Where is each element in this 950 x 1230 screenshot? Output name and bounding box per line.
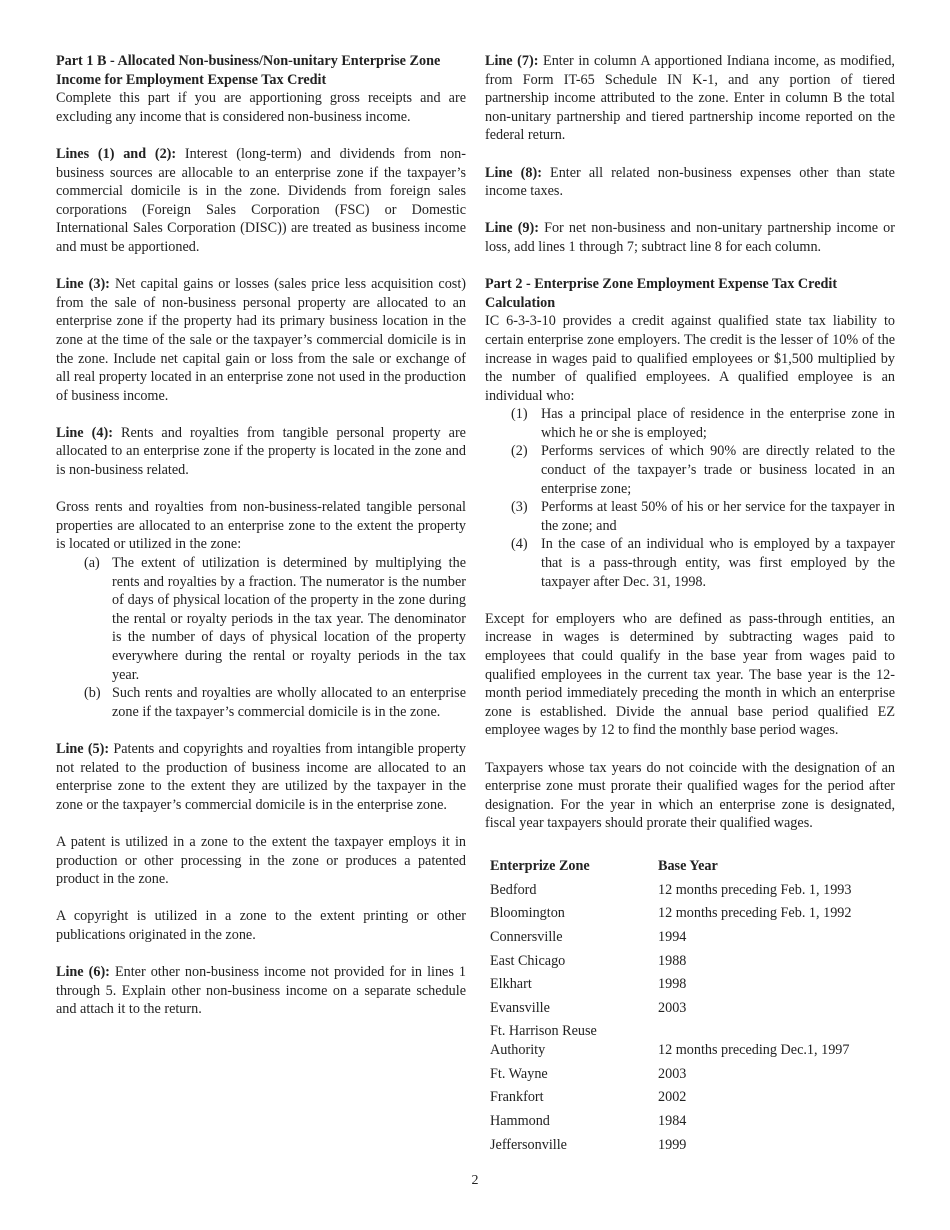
list-marker: (4)	[511, 536, 528, 553]
lines-1-2-lead: Lines (1) and (2):	[56, 145, 177, 162]
zone-cell: Elkhart	[490, 976, 532, 993]
table-row	[490, 923, 851, 947]
list-item	[485, 442, 895, 498]
table-row	[490, 1060, 851, 1084]
list-item-text: Has a principal place of residence in the enterprise zone in which he or she is employed;	[541, 406, 895, 441]
base-year-cell: 12 months preceding Feb. 1, 1992	[658, 905, 852, 922]
table-row	[490, 1107, 851, 1131]
table-row	[490, 970, 851, 994]
zone-cell: Connersville	[490, 929, 563, 945]
line-7-lead: Line (7):	[485, 53, 539, 69]
lines-1-2-paragraph	[56, 145, 466, 257]
part1b-title: Part 1 B - Allocated Non-business/Non-unitary Enterprise Zone Income for Employment Expense Tax Credit	[56, 53, 441, 88]
taxpayers-paragraph: Taxpayers whose tax years do not coincide with the designation of an enterprise zone must prorate their qualified wages for the period after designation. For the year in which an enterprise zone is designated, fiscal year taxpayers should prorate their qualified wages.	[485, 759, 895, 832]
line-3-text: Net capital gains or losses (sales price less acquisition cost) from the sale of non-business personal property are allocated to an enterprise zone if the property had its primary business location in the zone at the time of the sale or the taxpayer’s commercial domicile is in the zone. Include net capital gain or loss from the sale or exchange of all real property located in an enterprise zone not used in the production of business income.	[56, 276, 466, 404]
patent-paragraph: A patent is utilized in a zone to the extent the taxpayer employs it in production or other processing in the zone or produces a patented product in the zone.	[56, 833, 466, 888]
right-column	[485, 52, 895, 1154]
line-9-paragraph	[485, 219, 895, 256]
table-row	[490, 1131, 851, 1155]
zone-cell: East Chicago	[490, 952, 566, 969]
line-8-text: Enter all related non-business expenses other than state income taxes.	[485, 164, 895, 200]
line-8-lead: Line (8):	[485, 164, 542, 181]
base-year-cell: 1984	[658, 1113, 687, 1130]
except-paragraph: Except for employers who are defined as pass-through entities, an increase in wages is determined by subtracting wages paid to employees that could qualify in the base year from wages paid to qualified employees in the current tax year. The base year is the 12-month period immediately preceding the month in which an enterprise zone is established. Divide the annual base period qualified EZ employee wages by 12 to find the monthly base period wages.	[485, 610, 895, 739]
line-6-text: Enter other non-business income not provided for in lines 1 through 5. Explain other non-business income on a separate schedule and attach it to the return.	[56, 964, 466, 1018]
line-9-text: For net non-business and non-unitary partnership income or loss, add lines 1 through 7; subtract line 8 for each column.	[485, 220, 895, 255]
line-6-paragraph	[56, 963, 466, 1019]
base-year-cell: 1994	[658, 929, 687, 945]
base-year-cell: 1998	[658, 976, 687, 993]
enterprise-zone-table	[490, 852, 851, 1155]
line-8-paragraph	[485, 164, 895, 201]
line-3-paragraph	[56, 275, 466, 405]
line-7-paragraph	[485, 52, 895, 145]
line-7-text: Enter in column A apportioned Indiana income, as modified, from Form IT-65 Schedule IN K-1, and any portion of tiered partnership income attributed to the zone. Enter in column B the total non-unitary partnership and tiered partnership income reported on the federal return.	[485, 53, 895, 144]
list-marker: (1)	[511, 406, 528, 423]
table-row	[490, 994, 851, 1018]
zone-cell: Frankfort	[490, 1089, 544, 1106]
line-4-lead: Line (4):	[56, 424, 113, 441]
copyright-paragraph: A copyright is utilized in a zone to the extent printing or other publications originated in the zone.	[56, 908, 466, 943]
list-marker: (b)	[84, 685, 101, 702]
list-item	[485, 498, 895, 535]
zone-cell: Hammond	[490, 1113, 550, 1130]
table-row	[490, 1018, 851, 1060]
base-year-cell: 1999	[658, 1136, 687, 1153]
base-year-cell: 12 months preceding Feb. 1, 1993	[658, 881, 852, 898]
table-row	[490, 899, 851, 923]
utilization-list	[56, 554, 466, 721]
table-header-row	[490, 852, 851, 876]
line-3-lead: Line (3):	[56, 276, 110, 293]
list-marker: (2)	[511, 443, 528, 460]
part1b-body: Complete this part if you are apportioning gross receipts and are excluding any income that is considered non-business income.	[56, 90, 466, 125]
part2-body: IC 6-3-3-10 provides a credit against qualified state tax liability to certain enterprise zone employers. The credit is the lesser of 10% of the increase in wages paid to qualified employees or $1,500 multiplied by the number of qualified employees. A qualified employee is an individual who:	[485, 313, 895, 404]
list-marker: (a)	[84, 555, 100, 572]
list-item	[56, 684, 466, 721]
zone-cell: Jeffersonville	[490, 1136, 567, 1153]
line-4-paragraph	[56, 424, 466, 480]
line-9-lead: Line (9):	[485, 220, 539, 237]
base-year-cell: 2003	[658, 1065, 687, 1082]
page-number: 2	[471, 1173, 479, 1188]
lines-1-2-text: Interest (long-term) and dividends from non-business sources are allocable to an enterprise zone if the taxpayer’s commercial domicile is in the zone. Dividends from foreign sales corporations (Foreign Sales Corporation (FSC) or Domestic International Sales Corporation (DISC)) are treated as business income and must be apportioned.	[56, 145, 466, 255]
table-row	[490, 1083, 851, 1107]
zone-cell: Bloomington	[490, 905, 565, 922]
list-item-text: In the case of an individual who is employed by a taxpayer that is a pass-through entity, was first employed by the taxpayer after Dec. 31, 1998.	[541, 536, 895, 590]
list-item	[56, 554, 466, 684]
list-item-text: The extent of utilization is determined by multiplying the rents and royalties by a fraction. The numerator is the number of days of physical location of the property in the zone during the rental or royalty periods in the tax year. The denominator is the number of days of physical location of the property everywhere during the rental or royalty periods in the tax year.	[112, 555, 466, 683]
line-5-lead: Line (5):	[56, 740, 110, 757]
left-column	[56, 52, 466, 1037]
line-5-paragraph	[56, 740, 466, 814]
list-marker: (3)	[511, 499, 528, 516]
zone-cell	[490, 1018, 658, 1060]
base-year-cell: 2002	[658, 1089, 687, 1106]
list-item-text: Performs at least 50% of his or her service for the taxpayer in the zone; and	[541, 499, 895, 534]
list-item-text: Performs services of which 90% are directly related to the conduct of the taxpayer’s trade or business located in an enterprise zone;	[541, 443, 895, 497]
zone-cell: Bedford	[490, 881, 537, 898]
list-item-text: Such rents and royalties are wholly allocated to an enterprise zone if the taxpayer’s commercial domicile is in the zone.	[112, 685, 466, 720]
list-item	[485, 535, 895, 591]
gross-rents-paragraph: Gross rents and royalties from non-business-related tangible personal properties are allocated to an enterprise zone to the extent the property is located or utilized in the zone:	[56, 499, 466, 553]
zone-cell: Evansville	[490, 1000, 550, 1017]
header-base-year: Base Year	[658, 857, 718, 874]
line-4-text: Rents and royalties from tangible personal property are allocated to an enterprise zone if the property is located in the zone and is non-business related.	[56, 424, 466, 479]
base-year-cell: 1988	[658, 952, 687, 969]
header-enterprise-zone: Enterprize Zone	[490, 857, 590, 874]
qualified-employee-list	[485, 405, 895, 591]
list-item	[485, 405, 895, 442]
zone-cell: Ft. Wayne	[490, 1065, 548, 1082]
base-year-cell: 2003	[658, 1000, 687, 1017]
part2-title: Part 2 - Enterprise Zone Employment Expense Tax Credit Calculation	[485, 276, 838, 311]
line-5-text: Patents and copyrights and royalties from intangible property not related to the production of business income are allocated to an enterprise zone to the extent they are utilized by the taxpayer in the zone or the taxpayer’s commercial domicile is in the enterprise zone.	[56, 740, 466, 813]
zone-line-2: Authority	[490, 1042, 546, 1059]
table-row	[490, 947, 851, 971]
line-6-lead: Line (6):	[56, 964, 110, 981]
zone-line-1: Ft. Harrison Reuse	[490, 1023, 597, 1040]
base-year-cell: 12 months preceding Dec.1, 1997	[658, 1042, 850, 1059]
table-row	[490, 876, 851, 900]
